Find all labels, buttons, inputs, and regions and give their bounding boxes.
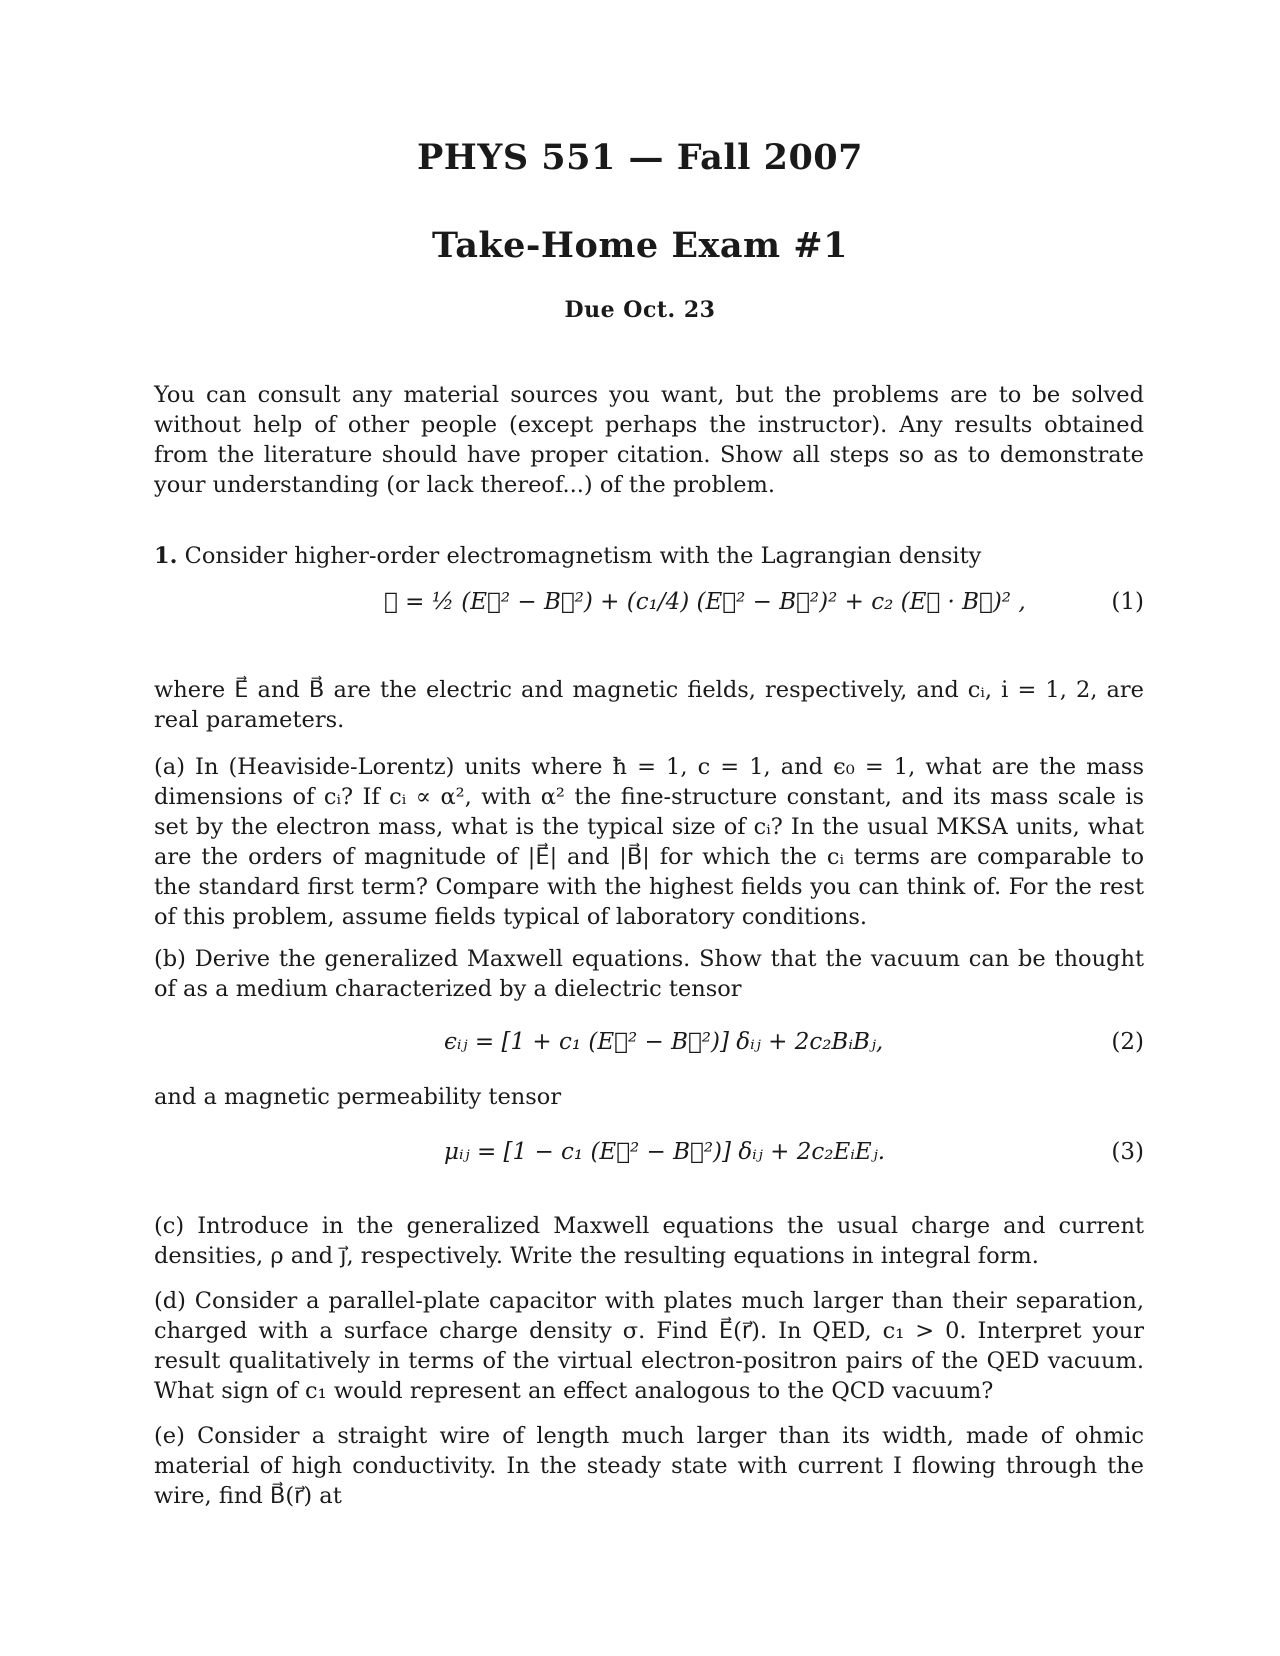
equation-1-body: ℒ = ½ (E⃗² − B⃗²) + (c₁/4) (E⃗² − B⃗²)² + c₂ (E⃗ · B⃗)² , <box>384 589 1026 615</box>
problem-1-text: Consider higher-order electromagnetism with the Lagrangian density <box>184 543 982 569</box>
equation-1-number: (1) <box>1111 589 1144 615</box>
problem-number: 1. <box>154 543 178 569</box>
part-c: (c) Introduce in the generalized Maxwell equations the usual charge and current densities, ρ and j⃗, respectively. Write the resulting equations in integral form. <box>154 1213 1144 1269</box>
exam-title: Take-Home Exam #1 <box>432 225 848 266</box>
course-title: PHYS 551 — Fall 2007 <box>416 137 864 178</box>
equation-2-number: (2) <box>1111 1029 1144 1055</box>
equation-3 <box>154 1133 1144 1179</box>
equation-1 <box>154 583 1144 629</box>
part-d: (d) Consider a parallel-plate capacitor with plates much larger than their separation, charged with a surface charge density σ. Find E⃗(r⃗). In QED, c₁ > 0. Interpret your result qualitatively in terms of the virtual electron-positron pairs of the QED vacuum. What sign of c₁ would represent an effect analogous to the QCD vacuum? <box>154 1288 1144 1404</box>
where-paragraph: where E⃗ and B⃗ are the electric and magnetic fields, respectively, and cᵢ, i = 1, 2, are real parameters. <box>154 677 1144 733</box>
part-a: (a) In (Heaviside-Lorentz) units where ħ = 1, c = 1, and ϵ₀ = 1, what are the mass dimensions of cᵢ? If cᵢ ∝ α², with α² the fine-structure constant, and its mass scale is set by the electron mass, what is the typical size of cᵢ? In the usual MKSA units, what are the orders of magnitude of |E⃗| and |B⃗| for which the cᵢ terms are comparable to the standard first term? Compare with the highest fields you can think of. For the rest of this problem, assume fields typical of laboratory conditions. <box>154 754 1144 930</box>
part-b: (b) Derive the generalized Maxwell equations. Show that the vacuum can be thought of as a medium characterized by a dielectric tensor <box>154 946 1144 1002</box>
intro-paragraph: You can consult any material sources you want, but the problems are to be solved without help of other people (except perhaps the instructor). Any results obtained from the literature should have proper citation. Show all steps so as to demonstrate your understanding (or lack thereof...) of the problem. <box>154 382 1144 498</box>
equation-3-number: (3) <box>1111 1139 1144 1165</box>
equation-2 <box>154 1023 1144 1069</box>
part-e: (e) Consider a straight wire of length much larger than its width, made of ohmic material of high conductivity. In the steady state with current I flowing through the wire, find B⃗(r⃗) at <box>154 1423 1144 1509</box>
permeability-text: and a magnetic permeability tensor <box>154 1084 562 1110</box>
equation-2-body: ϵᵢⱼ = [1 + c₁ (E⃗² − B⃗²)] δᵢⱼ + 2c₂BᵢBⱼ, <box>444 1029 884 1055</box>
due-date: Due Oct. 23 <box>564 297 716 323</box>
problem-1-statement <box>154 541 1144 571</box>
equation-3-body: μᵢⱼ = [1 − c₁ (E⃗² − B⃗²)] δᵢⱼ + 2c₂EᵢEⱼ. <box>444 1139 886 1165</box>
